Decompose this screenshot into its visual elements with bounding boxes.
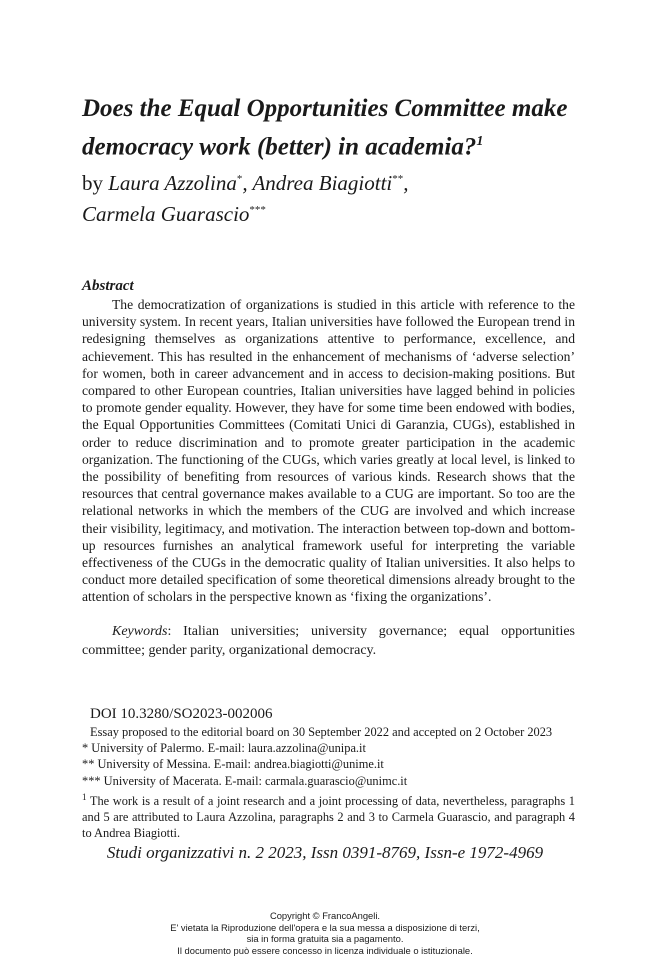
author-separator: , <box>242 171 253 195</box>
author-byline <box>82 166 582 228</box>
affiliation-note: * University of Palermo. E-mail: laura.azzolina@unipa.it <box>82 741 366 756</box>
author-name: Andrea Biagiotti <box>252 171 393 195</box>
footnote-marker: 1 <box>82 791 87 802</box>
copyright-notice <box>0 910 650 956</box>
author-name: Carmela Guarascio <box>82 202 250 226</box>
title-text: Does the Equal Opportunities Committee make democracy work (better) in academia? <box>82 95 568 161</box>
abstract-heading: Abstract <box>82 278 134 294</box>
title-footnote-marker: 1 <box>476 134 484 149</box>
copyright-line: Il documento può essere concesso in licenza individuale o istituzionale. <box>177 944 473 956</box>
article-notes <box>82 724 575 842</box>
abstract-text: The democratization of organizations is studied in this article with reference to the university system. In recent years, Italian universities have followed the European trend in redesigning themselves as organizations attentive to performance, excellence, and achievement. This has resulted in the enhancement of mechanisms of ‘adverse selection’ for women, both in career advancement and in access to decision-making positions. But compared to other European countries, Italian universities have lagged behind in policies to promote gender equality. However, they have for some time been endowed with bodies, the Equal Opportunities Committees (Comitati Unici di Garanzia, CUGs), established in order to reduce discrimination and to promote greater participation in the academic organization. The functioning of the CUGs, which varies greatly at local level, is linked to the possibility of benefiting from resources of various kinds. Research shows that the resources that central governance makes available to a CUG are important. So too are the relational networks in which the members of the CUG are involved and which increase their visibility, legitimacy, and motivation. The interaction between top-down and bottom-up resources furnishes an analytical framework useful for interpreting the variable effectiveness of the CUGs in the democratic quality of Italian universities. It also helps to conduct more detailed specification of some theoretical dimensions already brought to the attention of scholars in the perspective known as ‘fixing the organizations’. <box>82 297 575 605</box>
author-affiliation-mark: ** <box>392 173 404 185</box>
affiliation-note: *** University of Macerata. E-mail: carmala.guarascio@unimc.it <box>82 773 408 788</box>
keywords-text: : Italian universities; university governance; equal opportunities committee; gender parity, organizational democracy. <box>82 624 575 658</box>
copyright-line: sia in forma gratuita sia a pagamento. <box>246 933 404 945</box>
copyright-line: E' vietata la Riproduzione dell'opera e la sua messa a disposizione di terzi, <box>170 921 480 933</box>
footnote <box>82 789 575 842</box>
copyright-line: Copyright © FrancoAngeli. <box>269 910 381 921</box>
footnote-text: The work is a result of a joint research and a joint processing of data, nevertheless, paragraphs 1 and 5 are attributed to Laura Azzolina, paragraphs 2 and 3 to Carmela Guarascio, and paragraph 4 to Andrea Biagiotti. <box>82 793 575 841</box>
author-affiliation-mark: *** <box>249 204 266 216</box>
received-note: Essay proposed to the editorial board on 30 September 2022 and accepted on 2 October 2023 <box>90 725 553 739</box>
doi: DOI 10.3280/SO2023-002006 <box>90 706 273 722</box>
journal-reference: Studi organizzativi n. 2 2023, Issn 0391-8769, Issn-e 1972-4969 <box>106 843 544 862</box>
author-name: Laura Azzolina <box>108 171 237 195</box>
keywords-label: Keywords <box>112 624 168 639</box>
author-affiliation-mark: * <box>236 173 243 185</box>
author-separator: , <box>403 171 409 195</box>
affiliation-note: ** University of Messina. E-mail: andrea.biagiotti@unime.it <box>82 757 384 772</box>
keywords-paragraph <box>82 622 575 660</box>
article-title <box>82 92 582 163</box>
byline-by: by <box>82 171 103 195</box>
